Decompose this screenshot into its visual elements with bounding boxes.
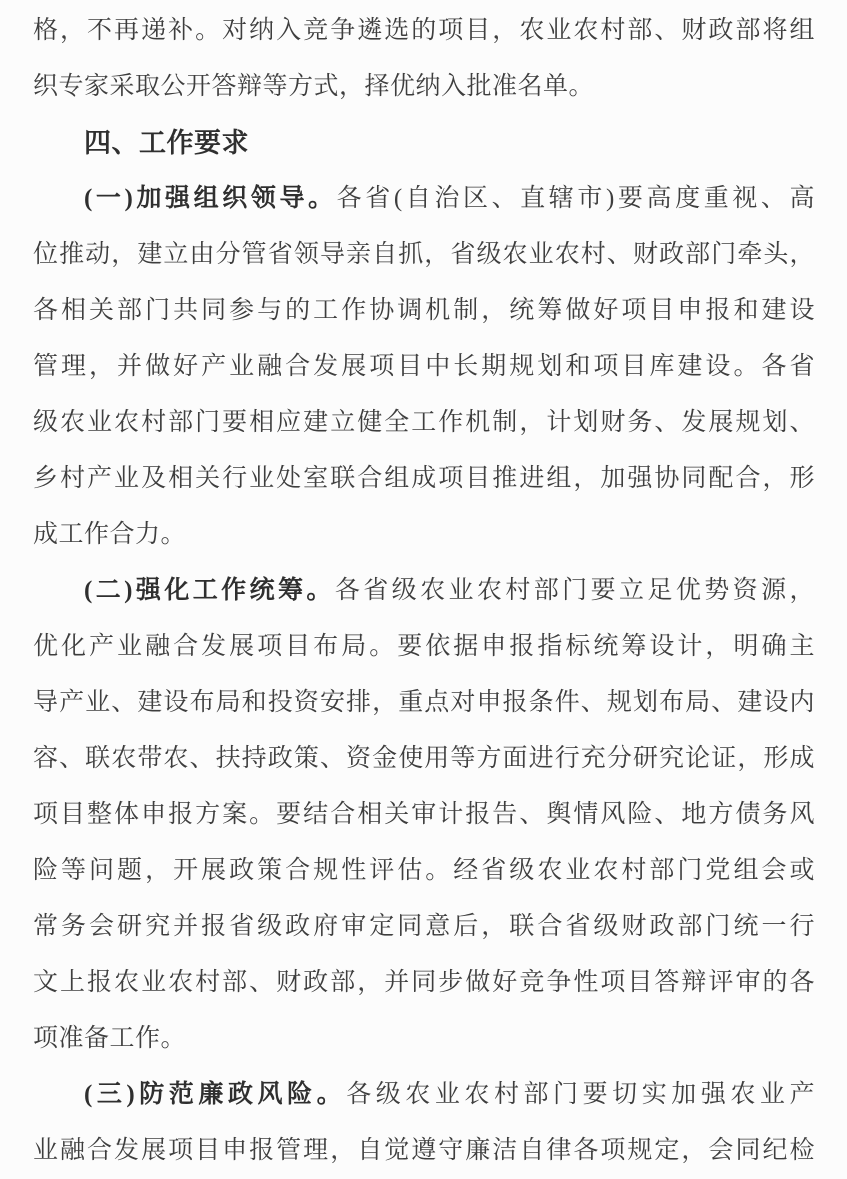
text-line: 常务会研究并报省级政府审定同意后，联合省级财政部门统一行 <box>33 913 815 940</box>
text-line: 文上报农业农村部、财政部，并同步做好竞争性项目答辩评审的各 <box>33 969 815 996</box>
paragraph-first-line <box>33 171 815 227</box>
text-line: 容、联农带农、扶持政策、资金使用等方面进行充分研究论证，形成 <box>33 745 815 772</box>
text-line: 导产业、建设布局和投资安排，重点对申报条件、规划布局、建设内 <box>33 689 815 716</box>
paragraph-lead: (三)防范廉政风险。 <box>84 1081 347 1108</box>
text-line: 位推动，建立由分管省领导亲自抓，省级农业农村、财政部门牵头， <box>33 241 815 268</box>
section-heading: 四、工作要求 <box>84 128 249 158</box>
text-line: 项目整体申报方案。要结合相关审计报告、舆情风险、地方债务风 <box>33 801 815 828</box>
paragraph-lead: (一)加强组织领导。 <box>84 185 337 212</box>
text-line: 优化产业融合发展项目布局。要依据申报指标统筹设计，明确主 <box>33 633 815 660</box>
paragraph-lead: (二)强化工作统筹。 <box>84 577 335 604</box>
text-line: 管理，并做好产业融合发展项目中长期规划和项目库建设。各省 <box>33 353 815 380</box>
text-line: 成工作合力。 <box>33 521 187 548</box>
paragraph-text: 各级农业农村部门要切实加强农业产 <box>346 1081 815 1108</box>
text-line: 险等问题，开展政策合规性评估。经省级农业农村部门党组会或 <box>33 857 815 884</box>
text-line: 乡村产业及相关行业处室联合组成项目推进组，加强协同配合，形 <box>33 465 815 492</box>
paragraph-first-line <box>33 1067 815 1123</box>
text-line: 级农业农村部门要相应建立健全工作机制，计划财务、发展规划、 <box>33 409 815 436</box>
paragraph-text: 各省级农业农村部门要立足优势资源， <box>334 577 815 604</box>
paragraph-first-line <box>33 563 815 619</box>
paragraph-text: 各省(自治区、直辖市)要高度重视、高 <box>336 185 815 212</box>
text-line: 项准备工作。 <box>33 1025 187 1052</box>
text-line: 业融合发展项目申报管理，自觉遵守廉洁自律各项规定，会同纪检 <box>33 1137 815 1164</box>
text-line: 格，不再递补。对纳入竞争遴选的项目，农业农村部、财政部将组 <box>33 17 815 44</box>
text-line: 各相关部门共同参与的工作协调机制，统筹做好项目申报和建设 <box>33 297 815 324</box>
text-line: 织专家采取公开答辩等方式，择优纳入批准名单。 <box>33 73 595 100</box>
